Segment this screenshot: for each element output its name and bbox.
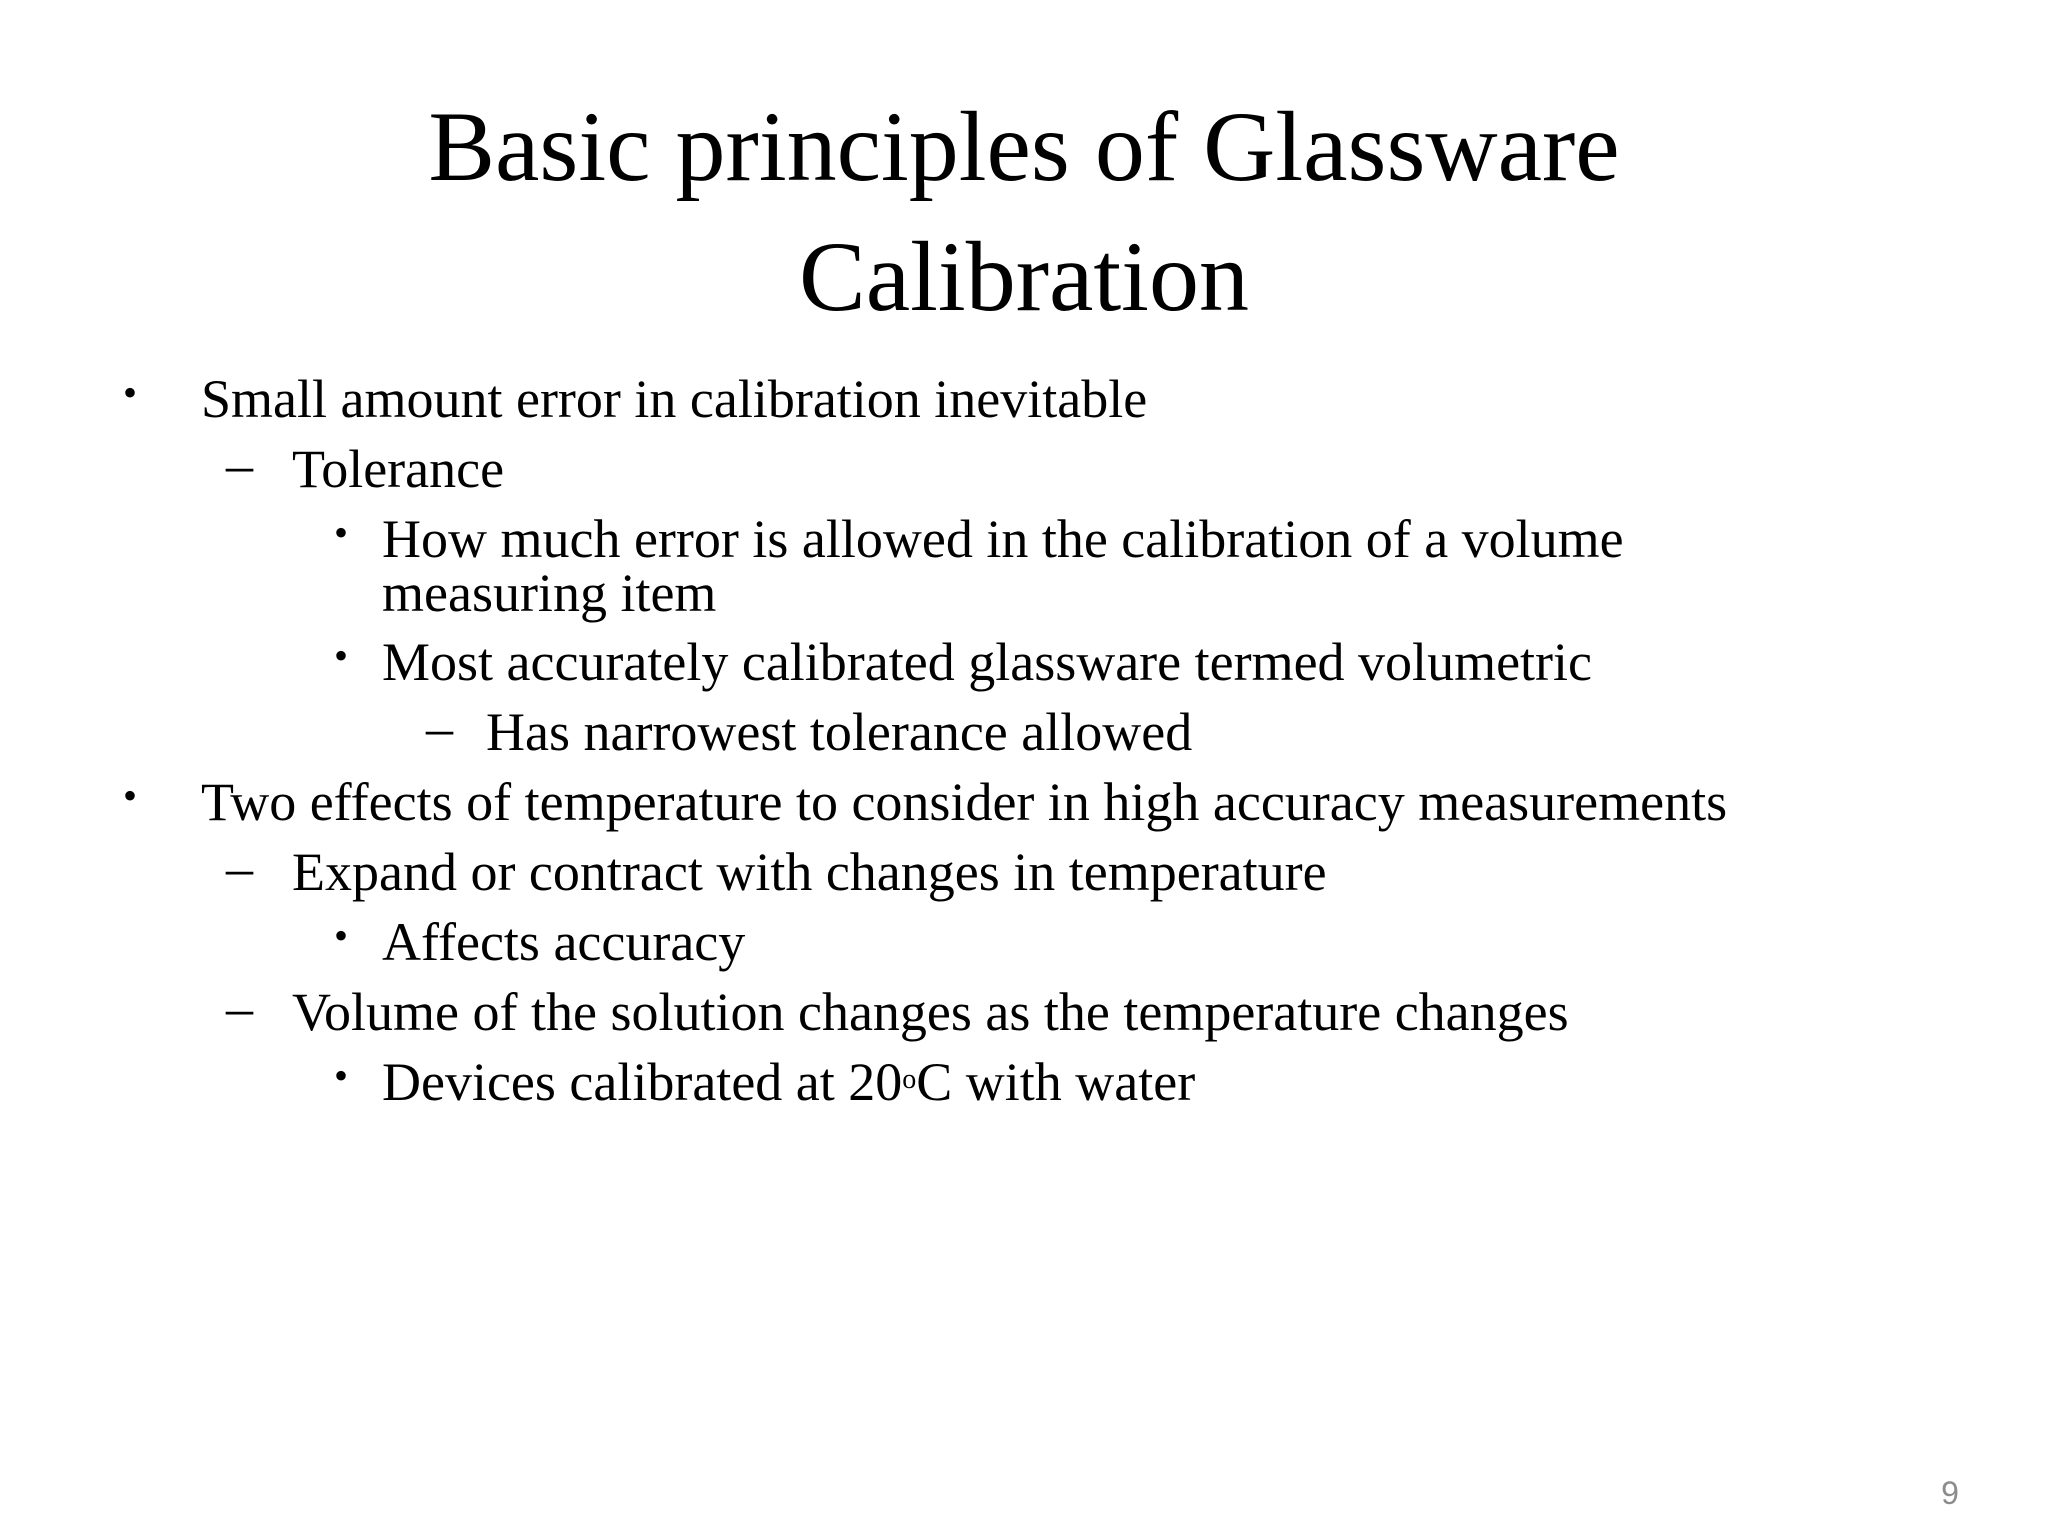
dash-marker: – bbox=[226, 978, 253, 1038]
bullet-text bbox=[382, 1052, 1196, 1112]
bullet-text: Volume of the solution changes as the temperature changes bbox=[292, 982, 1569, 1042]
bullet-marker: • bbox=[123, 773, 138, 818]
sub-sub-bullet-item bbox=[334, 912, 746, 972]
slide-title-line-1: Basic principles of Glassware bbox=[428, 91, 1620, 202]
slide-title-line-2: Calibration bbox=[799, 221, 1249, 332]
sub-sub-bullet-item bbox=[334, 509, 1624, 623]
bullet-item bbox=[123, 369, 1148, 429]
bullet-marker: • bbox=[334, 913, 349, 958]
sub-sub-bullet-item bbox=[334, 632, 1592, 692]
bullet-text: Affects accuracy bbox=[382, 912, 746, 972]
bullet-marker: • bbox=[334, 633, 349, 678]
sub-bullet-item bbox=[226, 435, 505, 499]
sub-bullet-item bbox=[226, 838, 1327, 902]
slide-title bbox=[0, 82, 2048, 342]
bullet-text: Two effects of temperature to consider in high accuracy measurements bbox=[201, 772, 1728, 832]
text-before-superscript: Devices calibrated at 20 bbox=[382, 1052, 903, 1112]
bullet-text: Small amount error in calibration inevitable bbox=[201, 369, 1148, 429]
bullet-item bbox=[123, 772, 1728, 832]
bullet-text-line-1: How much error is allowed in the calibration of a volume bbox=[382, 509, 1624, 569]
text-after-superscript: C with water bbox=[916, 1052, 1196, 1112]
sub-sub-bullet-item bbox=[334, 1052, 1196, 1112]
level-4-item bbox=[426, 698, 1193, 762]
dash-marker: – bbox=[226, 435, 253, 495]
bullet-marker: • bbox=[334, 510, 349, 555]
bullet-text: Expand or contract with changes in temperature bbox=[292, 842, 1327, 902]
bullet-text: Most accurately calibrated glassware termed volumetric bbox=[382, 632, 1592, 692]
bullet-text: Tolerance bbox=[292, 439, 505, 499]
bullet-text-line-2: measuring item bbox=[382, 563, 717, 623]
bullet-text: Has narrowest tolerance allowed bbox=[486, 702, 1193, 762]
degree-superscript: o bbox=[902, 1064, 917, 1095]
dash-marker: – bbox=[226, 838, 253, 898]
dash-marker: – bbox=[426, 698, 453, 758]
bullet-marker: • bbox=[334, 1053, 349, 1098]
sub-bullet-item bbox=[226, 978, 1569, 1042]
bullet-marker: • bbox=[123, 370, 138, 415]
page-number: 9 bbox=[1941, 1475, 1959, 1511]
